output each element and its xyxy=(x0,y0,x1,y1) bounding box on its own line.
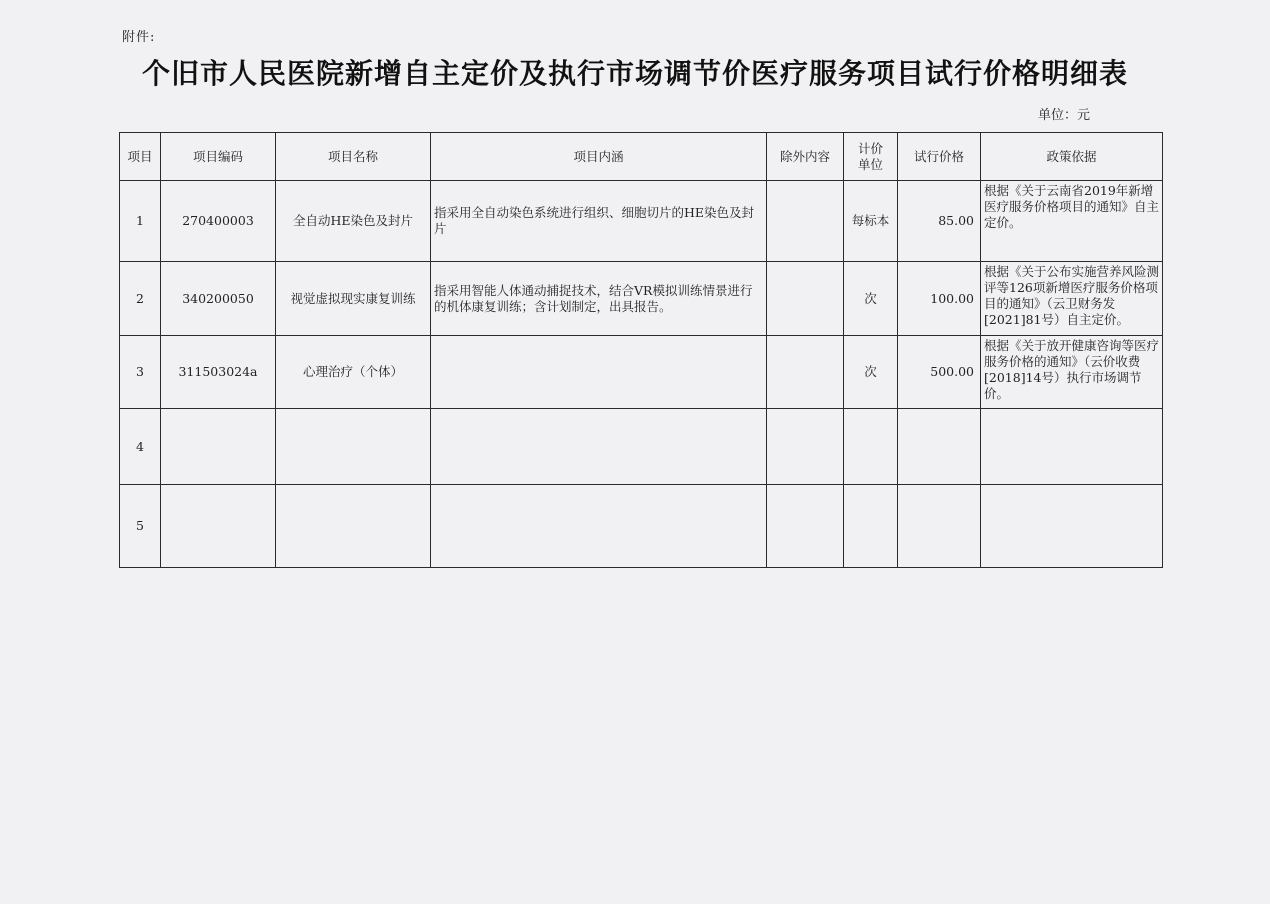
row-policy: 根据《关于公布实施营养风险测评等126项新增医疗服务价格项目的通知》（云卫财务发[2021]81号）自主定价。 xyxy=(981,262,1163,336)
table-row xyxy=(120,262,1163,336)
row-price xyxy=(898,409,981,485)
column-header-unit: 计价单位 xyxy=(844,133,898,181)
row-name xyxy=(276,485,431,568)
row-price: 100.00 xyxy=(898,262,981,336)
row-policy: 根据《关于云南省2019年新增医疗服务价格项目的通知》自主定价。 xyxy=(981,181,1163,262)
row-index: 4 xyxy=(120,409,161,485)
row-name: 全自动HE染色及封片 xyxy=(276,181,431,262)
row-excluded xyxy=(767,485,844,568)
price-detail-table xyxy=(119,132,1163,568)
row-content: 指采用全自动染色系统进行组织、细胞切片的HE染色及封片 xyxy=(431,181,767,262)
row-excluded xyxy=(767,181,844,262)
column-header-policy: 政策依据 xyxy=(981,133,1163,181)
row-content xyxy=(431,409,767,485)
table-row xyxy=(120,485,1163,568)
row-excluded xyxy=(767,409,844,485)
column-header-content: 项目内涵 xyxy=(431,133,767,181)
row-code: 270400003 xyxy=(161,181,276,262)
table-row xyxy=(120,409,1163,485)
row-excluded xyxy=(767,336,844,409)
row-unit xyxy=(844,409,898,485)
row-code xyxy=(161,485,276,568)
row-unit: 每标本 xyxy=(844,181,898,262)
row-index: 3 xyxy=(120,336,161,409)
column-header-excluded: 除外内容 xyxy=(767,133,844,181)
row-code: 340200050 xyxy=(161,262,276,336)
row-index: 2 xyxy=(120,262,161,336)
row-name: 心理治疗（个体） xyxy=(276,336,431,409)
row-content xyxy=(431,485,767,568)
row-index: 5 xyxy=(120,485,161,568)
row-price xyxy=(898,485,981,568)
row-content xyxy=(431,336,767,409)
row-unit: 次 xyxy=(844,262,898,336)
document-title: 个旧市人民医院新增自主定价及执行市场调节价医疗服务项目试行价格明细表 xyxy=(141,57,1128,90)
row-code xyxy=(161,409,276,485)
column-header-price: 试行价格 xyxy=(898,133,981,181)
row-price: 85.00 xyxy=(898,181,981,262)
row-unit: 次 xyxy=(844,336,898,409)
row-index: 1 xyxy=(120,181,161,262)
row-excluded xyxy=(767,262,844,336)
column-header-name: 项目名称 xyxy=(276,133,431,181)
row-code: 311503024a xyxy=(161,336,276,409)
row-name xyxy=(276,409,431,485)
row-price: 500.00 xyxy=(898,336,981,409)
row-policy xyxy=(981,485,1163,568)
column-header-code: 项目编码 xyxy=(161,133,276,181)
table-header-row xyxy=(120,133,1163,181)
row-unit xyxy=(844,485,898,568)
unit-label: 单位：元 xyxy=(1038,108,1091,123)
table-row xyxy=(120,336,1163,409)
table-row xyxy=(120,181,1163,262)
row-content: 指采用智能人体通动捕捉技术，结合VR模拟训练情景进行的机体康复训练；含计划制定，出具报告。 xyxy=(431,262,767,336)
row-policy: 根据《关于放开健康咨询等医疗服务价格的通知》（云价收费[2018]14号）执行市场调节价。 xyxy=(981,336,1163,409)
attachment-label: 附件: xyxy=(122,30,156,45)
row-policy xyxy=(981,409,1163,485)
column-header-index: 项目 xyxy=(120,133,161,181)
row-name: 视觉虚拟现实康复训练 xyxy=(276,262,431,336)
